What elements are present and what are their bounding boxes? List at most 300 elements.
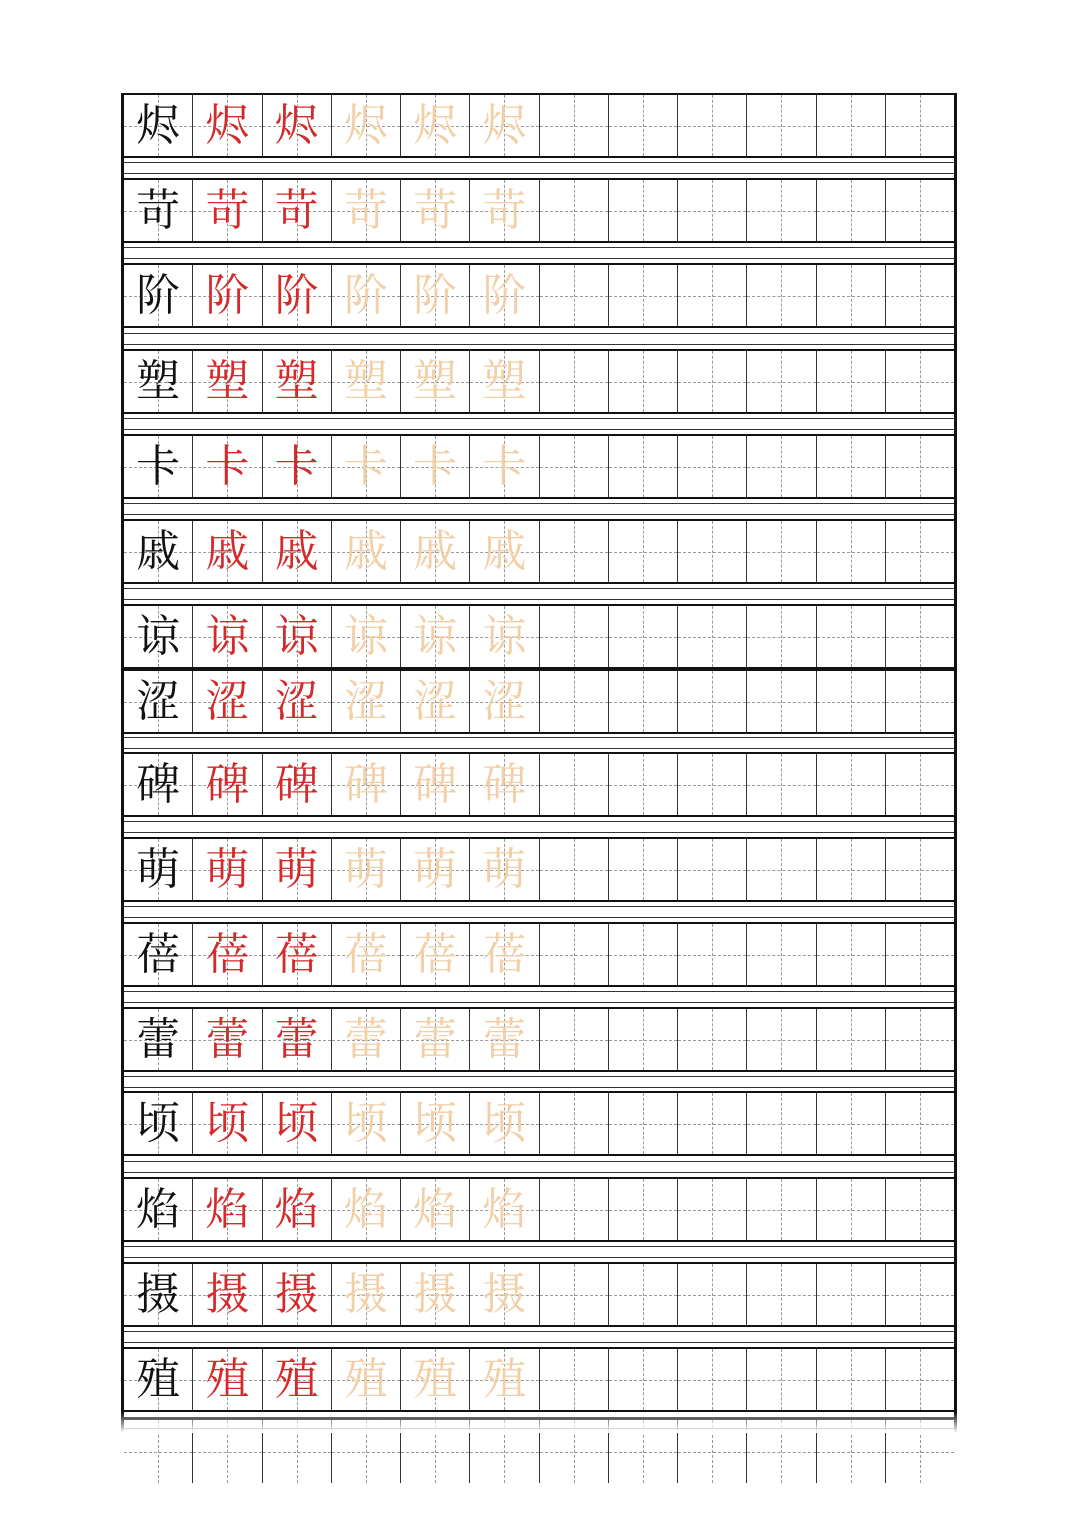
empty-writing-cell[interactable] bbox=[886, 180, 954, 241]
practice-row bbox=[124, 93, 954, 158]
empty-writing-cell[interactable] bbox=[540, 839, 609, 900]
empty-writing-cell[interactable] bbox=[540, 436, 609, 497]
character-glyph: 蕾 bbox=[136, 1013, 181, 1065]
red-example-cell[interactable] bbox=[263, 265, 332, 326]
character-glyph: 摄 bbox=[413, 1268, 458, 1320]
empty-writing-cell[interactable] bbox=[678, 606, 747, 667]
empty-writing-cell[interactable] bbox=[540, 180, 609, 241]
character-glyph: 顷 bbox=[482, 1097, 527, 1149]
tracing-cell[interactable] bbox=[401, 1349, 470, 1410]
tracing-cell[interactable] bbox=[470, 606, 539, 667]
model-character-cell[interactable] bbox=[124, 265, 193, 326]
character-glyph: 碑 bbox=[482, 758, 527, 810]
empty-writing-cell[interactable] bbox=[678, 265, 747, 326]
character-glyph: 卡 bbox=[205, 440, 250, 492]
character-glyph: 蕾 bbox=[274, 1013, 319, 1065]
empty-writing-cell[interactable] bbox=[886, 1179, 954, 1240]
character-glyph: 摄 bbox=[205, 1268, 250, 1320]
empty-writing-cell[interactable] bbox=[609, 606, 678, 667]
character-glyph: 殖 bbox=[136, 1353, 181, 1405]
tracing-cell[interactable] bbox=[401, 1264, 470, 1325]
tracing-cell[interactable] bbox=[401, 671, 470, 732]
empty-writing-cell[interactable] bbox=[817, 1349, 886, 1410]
practice-row bbox=[124, 922, 954, 987]
character-glyph: 卡 bbox=[274, 440, 319, 492]
tracing-cell[interactable] bbox=[401, 839, 470, 900]
character-glyph: 萌 bbox=[136, 843, 181, 895]
empty-writing-cell[interactable] bbox=[747, 606, 816, 667]
empty-writing-cell[interactable] bbox=[678, 924, 747, 985]
tracing-cell[interactable] bbox=[470, 839, 539, 900]
empty-writing-cell[interactable] bbox=[817, 1264, 886, 1325]
empty-writing-cell[interactable] bbox=[540, 95, 609, 156]
empty-writing-cell[interactable] bbox=[540, 1009, 609, 1070]
character-glyph: 戚 bbox=[343, 525, 388, 577]
character-glyph: 戚 bbox=[413, 525, 458, 577]
row-spacer bbox=[124, 906, 954, 918]
empty-writing-cell[interactable] bbox=[540, 1093, 609, 1154]
character-glyph: 戚 bbox=[482, 525, 527, 577]
character-glyph: 涩 bbox=[343, 675, 388, 727]
character-glyph: 焰 bbox=[343, 1183, 388, 1235]
red-example-cell[interactable] bbox=[263, 924, 332, 985]
character-glyph: 蓓 bbox=[205, 928, 250, 980]
empty-writing-cell[interactable] bbox=[886, 606, 954, 667]
character-glyph: 萌 bbox=[343, 843, 388, 895]
empty-writing-cell[interactable] bbox=[886, 839, 954, 900]
tracing-cell[interactable] bbox=[470, 1349, 539, 1410]
character-glyph: 焰 bbox=[274, 1183, 319, 1235]
red-example-cell[interactable] bbox=[263, 606, 332, 667]
red-example-cell[interactable] bbox=[263, 436, 332, 497]
empty-writing-cell[interactable] bbox=[817, 1009, 886, 1070]
character-glyph: 谅 bbox=[136, 610, 181, 662]
character-glyph: 蕾 bbox=[413, 1013, 458, 1065]
character-glyph: 顷 bbox=[205, 1097, 250, 1149]
row-spacer bbox=[124, 1331, 954, 1343]
character-glyph: 摄 bbox=[136, 1268, 181, 1320]
tracing-cell[interactable] bbox=[332, 521, 401, 582]
tracing-cell[interactable] bbox=[401, 351, 470, 412]
character-glyph: 蓓 bbox=[413, 928, 458, 980]
tracing-cell[interactable] bbox=[470, 924, 539, 985]
empty-writing-cell[interactable] bbox=[817, 351, 886, 412]
tracing-cell[interactable] bbox=[332, 1264, 401, 1325]
character-glyph: 塑 bbox=[136, 355, 181, 407]
empty-writing-cell[interactable] bbox=[609, 1349, 678, 1410]
character-glyph: 殖 bbox=[274, 1353, 319, 1405]
tracing-cell[interactable] bbox=[332, 671, 401, 732]
empty-writing-cell[interactable] bbox=[678, 839, 747, 900]
empty-writing-cell[interactable] bbox=[678, 180, 747, 241]
red-example-cell[interactable] bbox=[263, 1179, 332, 1240]
character-glyph: 碑 bbox=[413, 758, 458, 810]
empty-writing-cell[interactable] bbox=[817, 521, 886, 582]
tracing-cell[interactable] bbox=[470, 1264, 539, 1325]
red-example-cell[interactable] bbox=[193, 521, 262, 582]
tracing-cell[interactable] bbox=[401, 606, 470, 667]
empty-writing-cell[interactable] bbox=[747, 351, 816, 412]
empty-writing-cell[interactable] bbox=[817, 606, 886, 667]
tracing-cell[interactable] bbox=[401, 924, 470, 985]
row-spacer bbox=[124, 503, 954, 515]
character-glyph: 摄 bbox=[343, 1268, 388, 1320]
empty-writing-cell[interactable] bbox=[678, 95, 747, 156]
tracing-cell[interactable] bbox=[470, 265, 539, 326]
empty-writing-cell[interactable] bbox=[678, 1093, 747, 1154]
row-spacer bbox=[124, 247, 954, 259]
empty-writing-cell[interactable] bbox=[747, 1179, 816, 1240]
model-character-cell[interactable] bbox=[124, 436, 193, 497]
empty-writing-cell[interactable] bbox=[678, 521, 747, 582]
tracing-cell[interactable] bbox=[332, 180, 401, 241]
red-example-cell[interactable] bbox=[193, 671, 262, 732]
empty-writing-cell[interactable] bbox=[886, 1264, 954, 1325]
row-spacer bbox=[124, 991, 954, 1003]
tracing-cell[interactable] bbox=[470, 1009, 539, 1070]
red-example-cell[interactable] bbox=[263, 95, 332, 156]
empty-writing-cell[interactable] bbox=[540, 671, 609, 732]
tracing-cell[interactable] bbox=[401, 436, 470, 497]
character-glyph: 焰 bbox=[482, 1183, 527, 1235]
tracing-cell[interactable] bbox=[332, 95, 401, 156]
empty-writing-cell[interactable] bbox=[678, 671, 747, 732]
model-character-cell[interactable] bbox=[124, 1349, 193, 1410]
model-character-cell[interactable] bbox=[124, 839, 193, 900]
empty-writing-cell[interactable] bbox=[817, 180, 886, 241]
red-example-cell[interactable] bbox=[193, 1009, 262, 1070]
character-glyph: 蕾 bbox=[482, 1013, 527, 1065]
row-spacer bbox=[124, 162, 954, 174]
empty-writing-cell[interactable] bbox=[609, 671, 678, 732]
red-example-cell[interactable] bbox=[193, 95, 262, 156]
model-character-cell[interactable] bbox=[124, 924, 193, 985]
row-spacer bbox=[124, 588, 954, 600]
empty-writing-cell[interactable] bbox=[678, 1179, 747, 1240]
character-glyph: 涩 bbox=[136, 675, 181, 727]
practice-row bbox=[124, 1007, 954, 1072]
empty-writing-cell[interactable] bbox=[886, 1093, 954, 1154]
empty-writing-cell[interactable] bbox=[747, 924, 816, 985]
tracing-cell[interactable] bbox=[401, 521, 470, 582]
model-character-cell[interactable] bbox=[124, 521, 193, 582]
tracing-cell[interactable] bbox=[401, 1179, 470, 1240]
empty-writing-cell[interactable] bbox=[817, 1179, 886, 1240]
tracing-cell[interactable] bbox=[470, 1179, 539, 1240]
practice-row bbox=[124, 178, 954, 243]
character-glyph: 苛 bbox=[343, 184, 388, 236]
tracing-cell[interactable] bbox=[332, 1179, 401, 1240]
model-character-cell[interactable] bbox=[124, 95, 193, 156]
empty-writing-cell[interactable] bbox=[540, 1349, 609, 1410]
empty-writing-cell[interactable] bbox=[678, 1349, 747, 1410]
row-spacer bbox=[124, 418, 954, 430]
empty-writing-cell[interactable] bbox=[678, 754, 747, 815]
character-glyph: 卡 bbox=[343, 440, 388, 492]
character-glyph: 烬 bbox=[413, 99, 458, 151]
empty-writing-cell[interactable] bbox=[817, 839, 886, 900]
character-glyph: 殖 bbox=[205, 1353, 250, 1405]
character-glyph: 蕾 bbox=[343, 1013, 388, 1065]
model-character-cell[interactable] bbox=[124, 1179, 193, 1240]
character-glyph: 阶 bbox=[136, 269, 181, 321]
empty-writing-cell[interactable] bbox=[747, 839, 816, 900]
empty-writing-cell[interactable] bbox=[747, 436, 816, 497]
character-glyph: 塑 bbox=[413, 355, 458, 407]
character-glyph: 谅 bbox=[482, 610, 527, 662]
character-glyph: 阶 bbox=[274, 269, 319, 321]
character-glyph: 苛 bbox=[136, 184, 181, 236]
character-glyph: 蕾 bbox=[205, 1013, 250, 1065]
character-glyph: 塑 bbox=[274, 355, 319, 407]
character-glyph: 烬 bbox=[136, 99, 181, 151]
practice-row bbox=[124, 752, 954, 817]
tracing-cell[interactable] bbox=[332, 1349, 401, 1410]
character-glyph: 谅 bbox=[343, 610, 388, 662]
empty-writing-cell[interactable] bbox=[747, 180, 816, 241]
empty-writing-cell[interactable] bbox=[609, 1179, 678, 1240]
character-glyph: 塑 bbox=[482, 355, 527, 407]
tracing-cell[interactable] bbox=[332, 754, 401, 815]
practice-row bbox=[124, 669, 954, 734]
empty-writing-cell[interactable] bbox=[540, 521, 609, 582]
empty-writing-cell[interactable] bbox=[609, 95, 678, 156]
character-glyph: 殖 bbox=[413, 1353, 458, 1405]
red-example-cell[interactable] bbox=[193, 1093, 262, 1154]
tracing-cell[interactable] bbox=[332, 1009, 401, 1070]
character-glyph: 卡 bbox=[413, 440, 458, 492]
model-character-cell[interactable] bbox=[124, 754, 193, 815]
character-glyph: 萌 bbox=[274, 843, 319, 895]
row-spacer bbox=[124, 333, 954, 345]
character-glyph: 焰 bbox=[205, 1183, 250, 1235]
red-example-cell[interactable] bbox=[263, 1349, 332, 1410]
character-glyph: 谅 bbox=[205, 610, 250, 662]
tracing-cell[interactable] bbox=[332, 351, 401, 412]
empty-writing-cell[interactable] bbox=[747, 671, 816, 732]
character-glyph: 蓓 bbox=[274, 928, 319, 980]
character-glyph: 殖 bbox=[343, 1353, 388, 1405]
empty-writing-cell[interactable] bbox=[886, 265, 954, 326]
empty-writing-cell[interactable] bbox=[609, 265, 678, 326]
empty-writing-cell[interactable] bbox=[609, 180, 678, 241]
red-example-cell[interactable] bbox=[263, 754, 332, 815]
empty-writing-cell[interactable] bbox=[747, 95, 816, 156]
red-example-cell[interactable] bbox=[193, 265, 262, 326]
empty-writing-cell[interactable] bbox=[540, 351, 609, 412]
tracing-cell[interactable] bbox=[332, 436, 401, 497]
empty-writing-cell[interactable] bbox=[540, 924, 609, 985]
empty-writing-cell[interactable] bbox=[886, 671, 954, 732]
red-example-cell[interactable] bbox=[263, 351, 332, 412]
character-glyph: 烬 bbox=[205, 99, 250, 151]
model-character-cell[interactable] bbox=[124, 1009, 193, 1070]
empty-writing-cell[interactable] bbox=[609, 1009, 678, 1070]
character-glyph: 蓓 bbox=[482, 928, 527, 980]
practice-row bbox=[124, 837, 954, 902]
red-example-cell[interactable] bbox=[193, 1179, 262, 1240]
character-glyph: 烬 bbox=[343, 99, 388, 151]
practice-row bbox=[124, 604, 954, 669]
empty-writing-cell[interactable] bbox=[609, 754, 678, 815]
empty-writing-cell[interactable] bbox=[886, 351, 954, 412]
empty-writing-cell[interactable] bbox=[540, 606, 609, 667]
character-glyph: 萌 bbox=[482, 843, 527, 895]
character-glyph: 谅 bbox=[413, 610, 458, 662]
red-example-cell[interactable] bbox=[263, 521, 332, 582]
character-glyph: 戚 bbox=[205, 525, 250, 577]
empty-writing-cell[interactable] bbox=[817, 95, 886, 156]
empty-writing-cell[interactable] bbox=[678, 1009, 747, 1070]
character-glyph: 顷 bbox=[343, 1097, 388, 1149]
tracing-cell[interactable] bbox=[470, 1093, 539, 1154]
tracing-cell[interactable] bbox=[470, 95, 539, 156]
practice-row bbox=[124, 434, 954, 499]
character-glyph: 苛 bbox=[205, 184, 250, 236]
model-character-cell[interactable] bbox=[124, 1264, 193, 1325]
empty-writing-cell[interactable] bbox=[747, 754, 816, 815]
character-glyph: 顷 bbox=[413, 1097, 458, 1149]
empty-writing-cell[interactable] bbox=[540, 1179, 609, 1240]
empty-writing-cell[interactable] bbox=[609, 839, 678, 900]
model-character-cell[interactable] bbox=[124, 180, 193, 241]
character-glyph: 碑 bbox=[205, 758, 250, 810]
empty-writing-cell[interactable] bbox=[609, 521, 678, 582]
red-example-cell[interactable] bbox=[193, 436, 262, 497]
tracing-cell[interactable] bbox=[470, 521, 539, 582]
empty-writing-cell[interactable] bbox=[540, 265, 609, 326]
red-example-cell[interactable] bbox=[263, 839, 332, 900]
character-glyph: 蓓 bbox=[136, 928, 181, 980]
page-cutoff bbox=[121, 1412, 957, 1433]
character-glyph: 烬 bbox=[482, 99, 527, 151]
empty-writing-cell[interactable] bbox=[747, 1264, 816, 1325]
practice-row bbox=[124, 1347, 954, 1412]
practice-sheet bbox=[121, 93, 957, 1433]
model-character-cell[interactable] bbox=[124, 351, 193, 412]
empty-writing-cell[interactable] bbox=[817, 436, 886, 497]
red-example-cell[interactable] bbox=[193, 924, 262, 985]
tracing-cell[interactable] bbox=[401, 180, 470, 241]
row-spacer bbox=[124, 1246, 954, 1258]
red-example-cell[interactable] bbox=[193, 351, 262, 412]
tracing-cell[interactable] bbox=[401, 1009, 470, 1070]
practice-row bbox=[124, 519, 954, 584]
character-glyph: 顷 bbox=[136, 1097, 181, 1149]
empty-writing-cell[interactable] bbox=[678, 1264, 747, 1325]
empty-writing-cell[interactable] bbox=[609, 436, 678, 497]
empty-writing-cell[interactable] bbox=[747, 1093, 816, 1154]
character-glyph: 摄 bbox=[482, 1268, 527, 1320]
character-glyph: 涩 bbox=[482, 675, 527, 727]
empty-writing-cell[interactable] bbox=[886, 95, 954, 156]
character-glyph: 卡 bbox=[482, 440, 527, 492]
red-example-cell[interactable] bbox=[193, 1349, 262, 1410]
empty-writing-cell[interactable] bbox=[609, 351, 678, 412]
empty-writing-cell[interactable] bbox=[678, 351, 747, 412]
tracing-cell[interactable] bbox=[401, 754, 470, 815]
practice-row bbox=[124, 263, 954, 328]
empty-writing-cell[interactable] bbox=[609, 924, 678, 985]
row-spacer bbox=[124, 1076, 954, 1088]
row-spacer bbox=[124, 737, 954, 749]
model-character-cell[interactable] bbox=[124, 606, 193, 667]
empty-writing-cell[interactable] bbox=[817, 671, 886, 732]
character-glyph: 阶 bbox=[343, 269, 388, 321]
tracing-cell[interactable] bbox=[470, 180, 539, 241]
tracing-cell[interactable] bbox=[401, 95, 470, 156]
empty-writing-cell[interactable] bbox=[747, 265, 816, 326]
model-character-cell[interactable] bbox=[124, 671, 193, 732]
empty-writing-cell[interactable] bbox=[540, 754, 609, 815]
red-example-cell[interactable] bbox=[193, 180, 262, 241]
character-glyph: 卡 bbox=[136, 440, 181, 492]
empty-writing-cell[interactable] bbox=[886, 436, 954, 497]
tracing-cell[interactable] bbox=[332, 265, 401, 326]
red-example-cell[interactable] bbox=[263, 1009, 332, 1070]
character-glyph: 萌 bbox=[205, 843, 250, 895]
character-glyph: 苛 bbox=[482, 184, 527, 236]
empty-writing-cell[interactable] bbox=[747, 1009, 816, 1070]
practice-row bbox=[124, 1091, 954, 1156]
empty-writing-cell[interactable] bbox=[886, 521, 954, 582]
empty-writing-cell[interactable] bbox=[886, 924, 954, 985]
red-example-cell[interactable] bbox=[263, 1264, 332, 1325]
character-glyph: 碑 bbox=[274, 758, 319, 810]
tracing-cell[interactable] bbox=[332, 1093, 401, 1154]
empty-writing-cell[interactable] bbox=[678, 436, 747, 497]
character-glyph: 塑 bbox=[205, 355, 250, 407]
empty-writing-cell[interactable] bbox=[886, 1349, 954, 1410]
empty-writing-cell[interactable] bbox=[540, 1264, 609, 1325]
red-example-cell[interactable] bbox=[263, 1093, 332, 1154]
model-character-cell[interactable] bbox=[124, 1093, 193, 1154]
red-example-cell[interactable] bbox=[263, 671, 332, 732]
tracing-cell[interactable] bbox=[470, 351, 539, 412]
character-glyph: 涩 bbox=[274, 675, 319, 727]
empty-writing-cell[interactable] bbox=[817, 754, 886, 815]
tracing-cell[interactable] bbox=[401, 265, 470, 326]
tracing-cell[interactable] bbox=[332, 606, 401, 667]
tracing-cell[interactable] bbox=[332, 924, 401, 985]
row-spacer bbox=[124, 1161, 954, 1173]
tracing-cell[interactable] bbox=[470, 671, 539, 732]
red-example-cell[interactable] bbox=[193, 1264, 262, 1325]
red-example-cell[interactable] bbox=[193, 839, 262, 900]
tracing-cell[interactable] bbox=[470, 436, 539, 497]
red-example-cell[interactable] bbox=[193, 606, 262, 667]
empty-writing-cell[interactable] bbox=[747, 521, 816, 582]
empty-writing-cell[interactable] bbox=[609, 1093, 678, 1154]
red-example-cell[interactable] bbox=[263, 180, 332, 241]
empty-writing-cell[interactable] bbox=[886, 754, 954, 815]
practice-row bbox=[124, 349, 954, 414]
empty-writing-cell[interactable] bbox=[609, 1264, 678, 1325]
practice-row bbox=[124, 1177, 954, 1242]
tracing-cell[interactable] bbox=[332, 839, 401, 900]
empty-writing-cell[interactable] bbox=[817, 265, 886, 326]
empty-writing-cell[interactable] bbox=[747, 1349, 816, 1410]
tracing-cell[interactable] bbox=[401, 1093, 470, 1154]
character-glyph: 碑 bbox=[136, 758, 181, 810]
empty-writing-cell[interactable] bbox=[886, 1009, 954, 1070]
red-example-cell[interactable] bbox=[193, 754, 262, 815]
character-glyph: 戚 bbox=[136, 525, 181, 577]
character-glyph: 塑 bbox=[343, 355, 388, 407]
tracing-cell[interactable] bbox=[470, 754, 539, 815]
empty-writing-cell[interactable] bbox=[817, 924, 886, 985]
empty-writing-cell[interactable] bbox=[817, 1093, 886, 1154]
